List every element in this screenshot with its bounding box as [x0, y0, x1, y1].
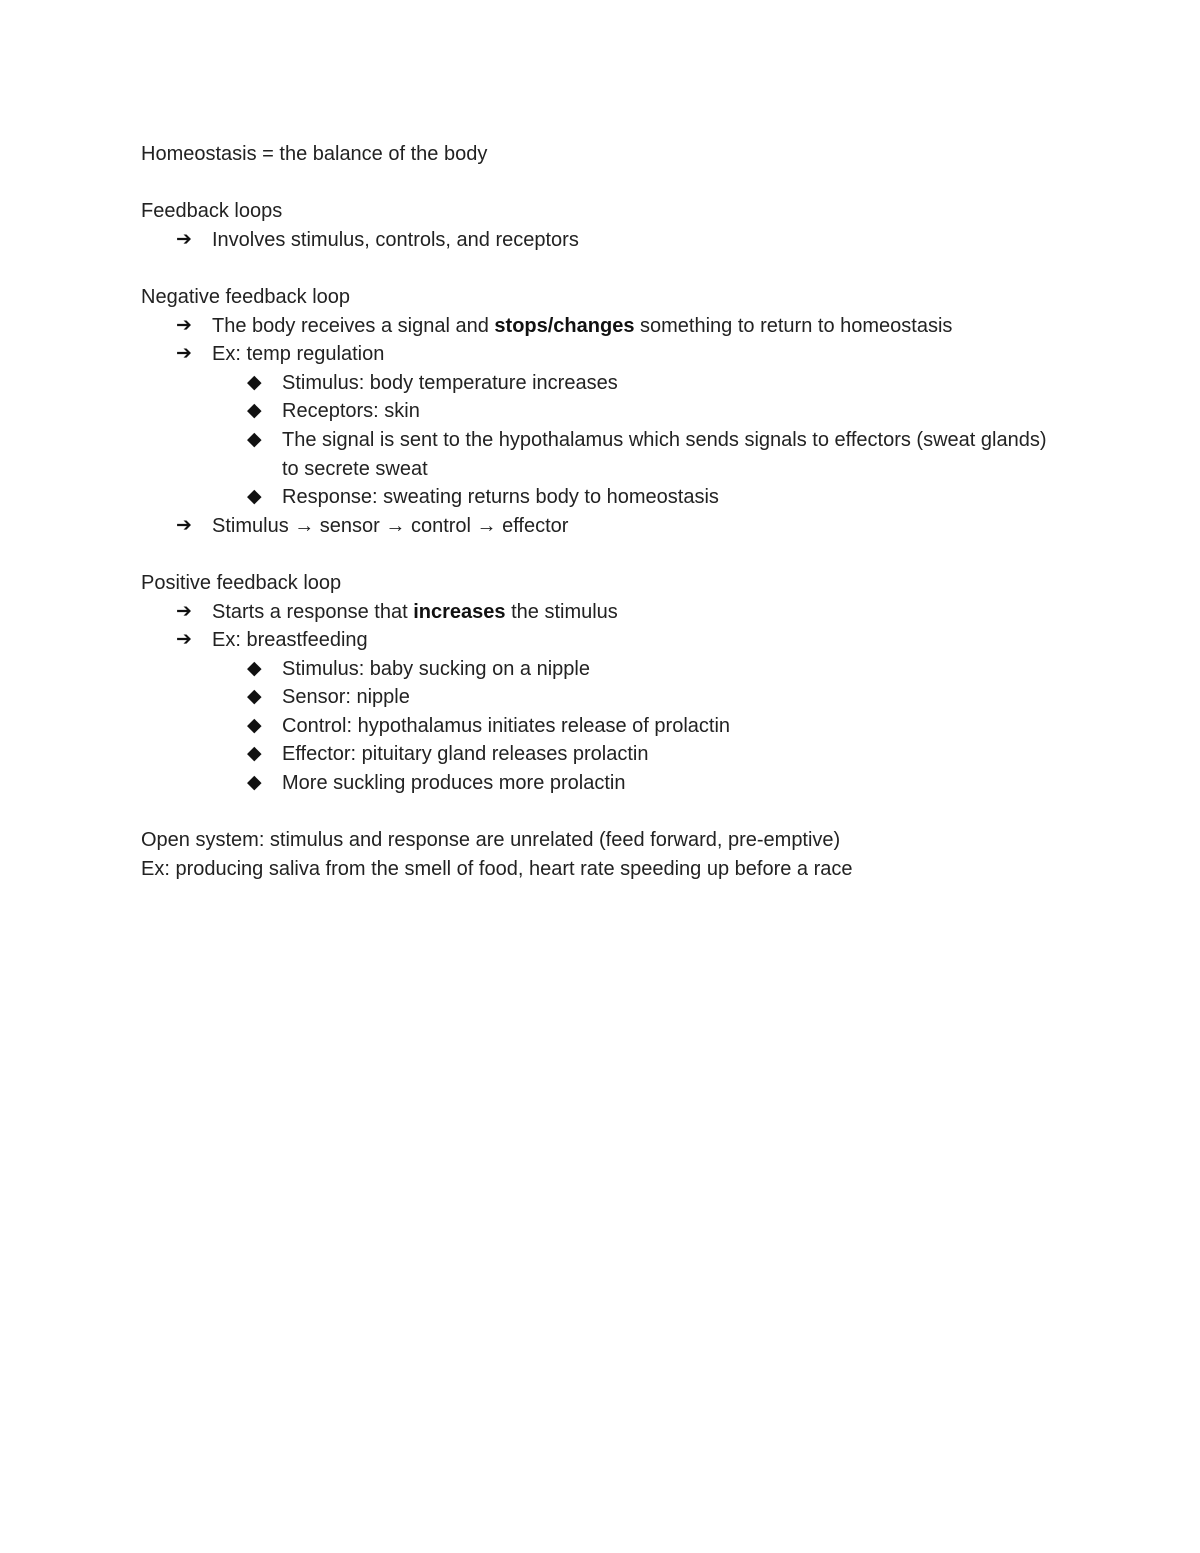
list-item-text: Ex: breastfeeding [212, 629, 368, 652]
diamond-icon: ◆ [247, 371, 262, 393]
list-item [141, 312, 1061, 341]
diamond-icon: ◆ [247, 428, 262, 450]
list-item-text: Starts a response that [212, 600, 414, 623]
positive-heading: Positive feedback loop [141, 571, 342, 594]
sub-list-item-text: Stimulus: body temperature increases [282, 371, 618, 394]
sub-list-item-text: Control: hypothalamus initiates release of prolactin [282, 714, 731, 737]
diamond-icon: ◆ [247, 714, 262, 736]
list-item-text: Ex: temp regulation [212, 343, 385, 366]
sub-list-item [141, 655, 1061, 684]
diamond-icon: ◆ [247, 400, 262, 422]
diamond-icon: ◆ [247, 657, 262, 679]
open-system-line: Open system: stimulus and response are unrelated (feed forward, pre-emptive) [141, 829, 841, 852]
bold-text: increases [413, 600, 506, 623]
sub-list-item-text: Effector: pituitary gland releases prolactin [282, 743, 649, 766]
list-item-text: The body receives a signal and [212, 314, 495, 337]
arrow-icon: ➔ [176, 514, 192, 536]
diamond-icon: ◆ [247, 686, 262, 708]
sub-list-item [141, 426, 1061, 483]
diamond-icon: ◆ [247, 772, 262, 794]
arrow-icon: ➔ [176, 314, 192, 336]
sub-list-item [141, 712, 1061, 741]
list-item [141, 598, 1061, 627]
arrow-icon: ➔ [176, 228, 192, 250]
arrow-icon: ➔ [176, 629, 192, 651]
sub-list-item-text: Stimulus: baby sucking on a nipple [282, 657, 590, 680]
sub-list-item [141, 683, 1061, 712]
list-item-text: something to return to homeostasis [634, 314, 953, 337]
sub-list-item [141, 483, 1061, 512]
list-item [141, 512, 1061, 541]
sub-list-item [141, 369, 1061, 398]
diamond-icon: ◆ [247, 743, 262, 765]
list-item-text: Involves stimulus, controls, and receptors [212, 228, 579, 251]
sub-list-item-text: The signal is sent to the hypothalamus which sends signals to effectors (sweat glands) to secrete sweat [282, 428, 1047, 480]
notes-content [141, 140, 1061, 883]
sub-list-item-text: Response: sweating returns body to homeostasis [282, 486, 719, 509]
sub-list-item-text: More suckling produces more prolactin [282, 772, 626, 795]
sub-list-item-text: Receptors: skin [282, 400, 420, 423]
list-item [141, 340, 1061, 369]
bold-text: stops/changes [494, 314, 635, 337]
arrow-icon: ➔ [176, 600, 192, 622]
diamond-icon: ◆ [247, 486, 262, 508]
list-item-text: Stimulus → sensor → control → effector [212, 514, 569, 537]
list-item [141, 226, 1061, 255]
sub-list-item [141, 740, 1061, 769]
sub-list-item-text: Sensor: nipple [282, 686, 410, 709]
open-system-example: Ex: producing saliva from the smell of food, heart rate speeding up before a race [141, 857, 853, 880]
feedback-heading: Feedback loops [141, 200, 283, 223]
list-item [141, 626, 1061, 655]
sub-list-item [141, 397, 1061, 426]
arrow-icon: ➔ [176, 343, 192, 365]
list-item-text: the stimulus [505, 600, 618, 623]
negative-heading: Negative feedback loop [141, 285, 351, 308]
sub-list-item [141, 769, 1061, 798]
page-title: Homeostasis = the balance of the body [141, 143, 488, 165]
